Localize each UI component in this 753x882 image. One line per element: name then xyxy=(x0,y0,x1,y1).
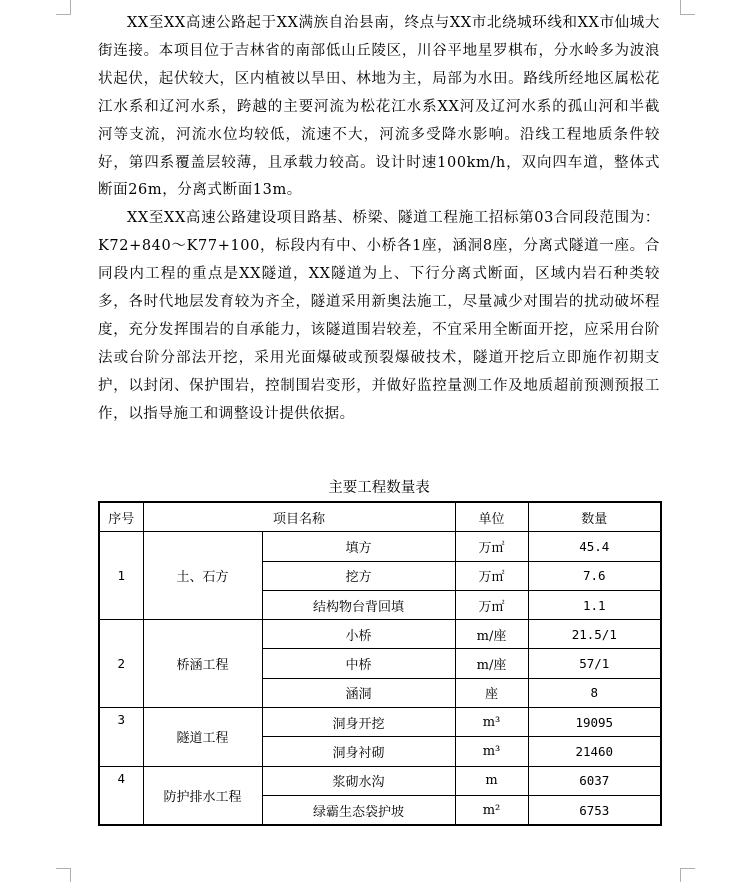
item-unit: 万㎡ xyxy=(455,590,528,619)
item-unit: 万㎡ xyxy=(455,561,528,590)
table-row xyxy=(99,532,661,561)
group-name: 隧道工程 xyxy=(143,708,262,767)
item-name: 洞身衬砌 xyxy=(262,737,455,766)
item-qty: 6753 xyxy=(528,795,661,825)
item-qty: 6037 xyxy=(528,766,661,795)
quantity-table xyxy=(98,501,662,826)
crop-mark xyxy=(680,868,695,869)
item-unit: 座 xyxy=(455,678,528,707)
item-name: 涵洞 xyxy=(262,678,455,707)
item-name: 填方 xyxy=(262,532,455,561)
paragraph: XX至XX高速公路起于XX满族自治县南，终点与XX市北绕城环线和XX市仙城大街连接。本项目位于吉林省的南部低山丘陵区，川谷平地星罗棋布，分水岭多为波浪状起伏，起伏较大，区内植被以旱田、林地为主，局部为水田。路线所经地区属松花江水系和辽河水系，跨越的主要河流为松花江水系XX河及辽河水系的孤山河和半截河等支流，河流水位均较低，流速不大，河流多受降水影响。沿线工程地质条件较好，第四系覆盖层较薄，且承载力较高。设计时速100km/h，双向四车道，整体式断面26m，分离式断面13m。 xyxy=(98,15,660,199)
item-unit: m³ xyxy=(455,708,528,737)
item-unit: 万㎡ xyxy=(455,532,528,561)
item-name: 结构物台背回填 xyxy=(262,590,455,619)
group-seq: 4 xyxy=(99,766,143,825)
crop-mark xyxy=(680,868,681,882)
group-name: 土、石方 xyxy=(143,532,262,620)
crop-mark xyxy=(70,868,71,882)
item-qty: 7.6 xyxy=(528,561,661,590)
item-unit: m/座 xyxy=(455,620,528,649)
header-unit: 单位 xyxy=(455,502,528,532)
header-name: 项目名称 xyxy=(143,502,455,532)
item-name: 中桥 xyxy=(262,649,455,678)
table-header-row xyxy=(99,502,661,532)
item-qty: 21460 xyxy=(528,737,661,766)
group-seq: 3 xyxy=(99,708,143,767)
table-row xyxy=(99,708,661,737)
crop-mark xyxy=(56,14,71,15)
group-name: 防护排水工程 xyxy=(143,766,262,825)
header-qty: 数量 xyxy=(528,502,661,532)
item-name: 挖方 xyxy=(262,561,455,590)
item-unit: m/座 xyxy=(455,649,528,678)
crop-mark xyxy=(680,14,695,15)
paragraph: XX至XX高速公路建设项目路基、桥梁、隧道工程施工招标第03合同段范围为：K72+840～K77+100，标段内有中、小桥各1座，涵洞8座，分离式隧道一座。合同段内工程的重点是XX隧道，XX隧道为上、下行分离式断面，区域内岩石种类较多，各时代地层发育较为齐全，隧道采用新奥法施工，尽量减少对围岩的扰动破坏程度，充分发挥围岩的自承能力，该隧道围岩较差，不宜采用全断面开挖，应采用台阶法或台阶分部法开挖，采用光面爆破或预裂爆破技术，隧道开挖后立即施作初期支护，以封闭、保护围岩，控制围岩变形，并做好监控量测工作及地质超前预测预报工作，以指导施工和调整设计提供依据。 xyxy=(98,210,660,422)
item-unit: m² xyxy=(455,795,528,825)
document-body xyxy=(98,10,660,429)
item-name: 浆砌水沟 xyxy=(262,766,455,795)
crop-mark xyxy=(680,0,681,14)
item-qty: 1.1 xyxy=(528,590,661,619)
crop-mark xyxy=(56,868,71,869)
item-qty: 19095 xyxy=(528,708,661,737)
group-seq: 1 xyxy=(99,532,143,620)
item-name: 小桥 xyxy=(262,620,455,649)
table-caption: 主要工程数量表 xyxy=(328,480,430,496)
header-seq: 序号 xyxy=(99,502,143,532)
item-unit: m³ xyxy=(455,737,528,766)
item-qty: 45.4 xyxy=(528,532,661,561)
item-name: 绿霸生态袋护坡 xyxy=(262,795,455,825)
group-name: 桥涵工程 xyxy=(143,620,262,708)
crop-mark xyxy=(70,0,71,14)
item-name: 洞身开挖 xyxy=(262,708,455,737)
item-qty: 57/1 xyxy=(528,649,661,678)
item-qty: 21.5/1 xyxy=(528,620,661,649)
item-unit: m xyxy=(455,766,528,795)
table-row xyxy=(99,766,661,795)
table-row xyxy=(99,620,661,649)
item-qty: 8 xyxy=(528,678,661,707)
group-seq: 2 xyxy=(99,620,143,708)
